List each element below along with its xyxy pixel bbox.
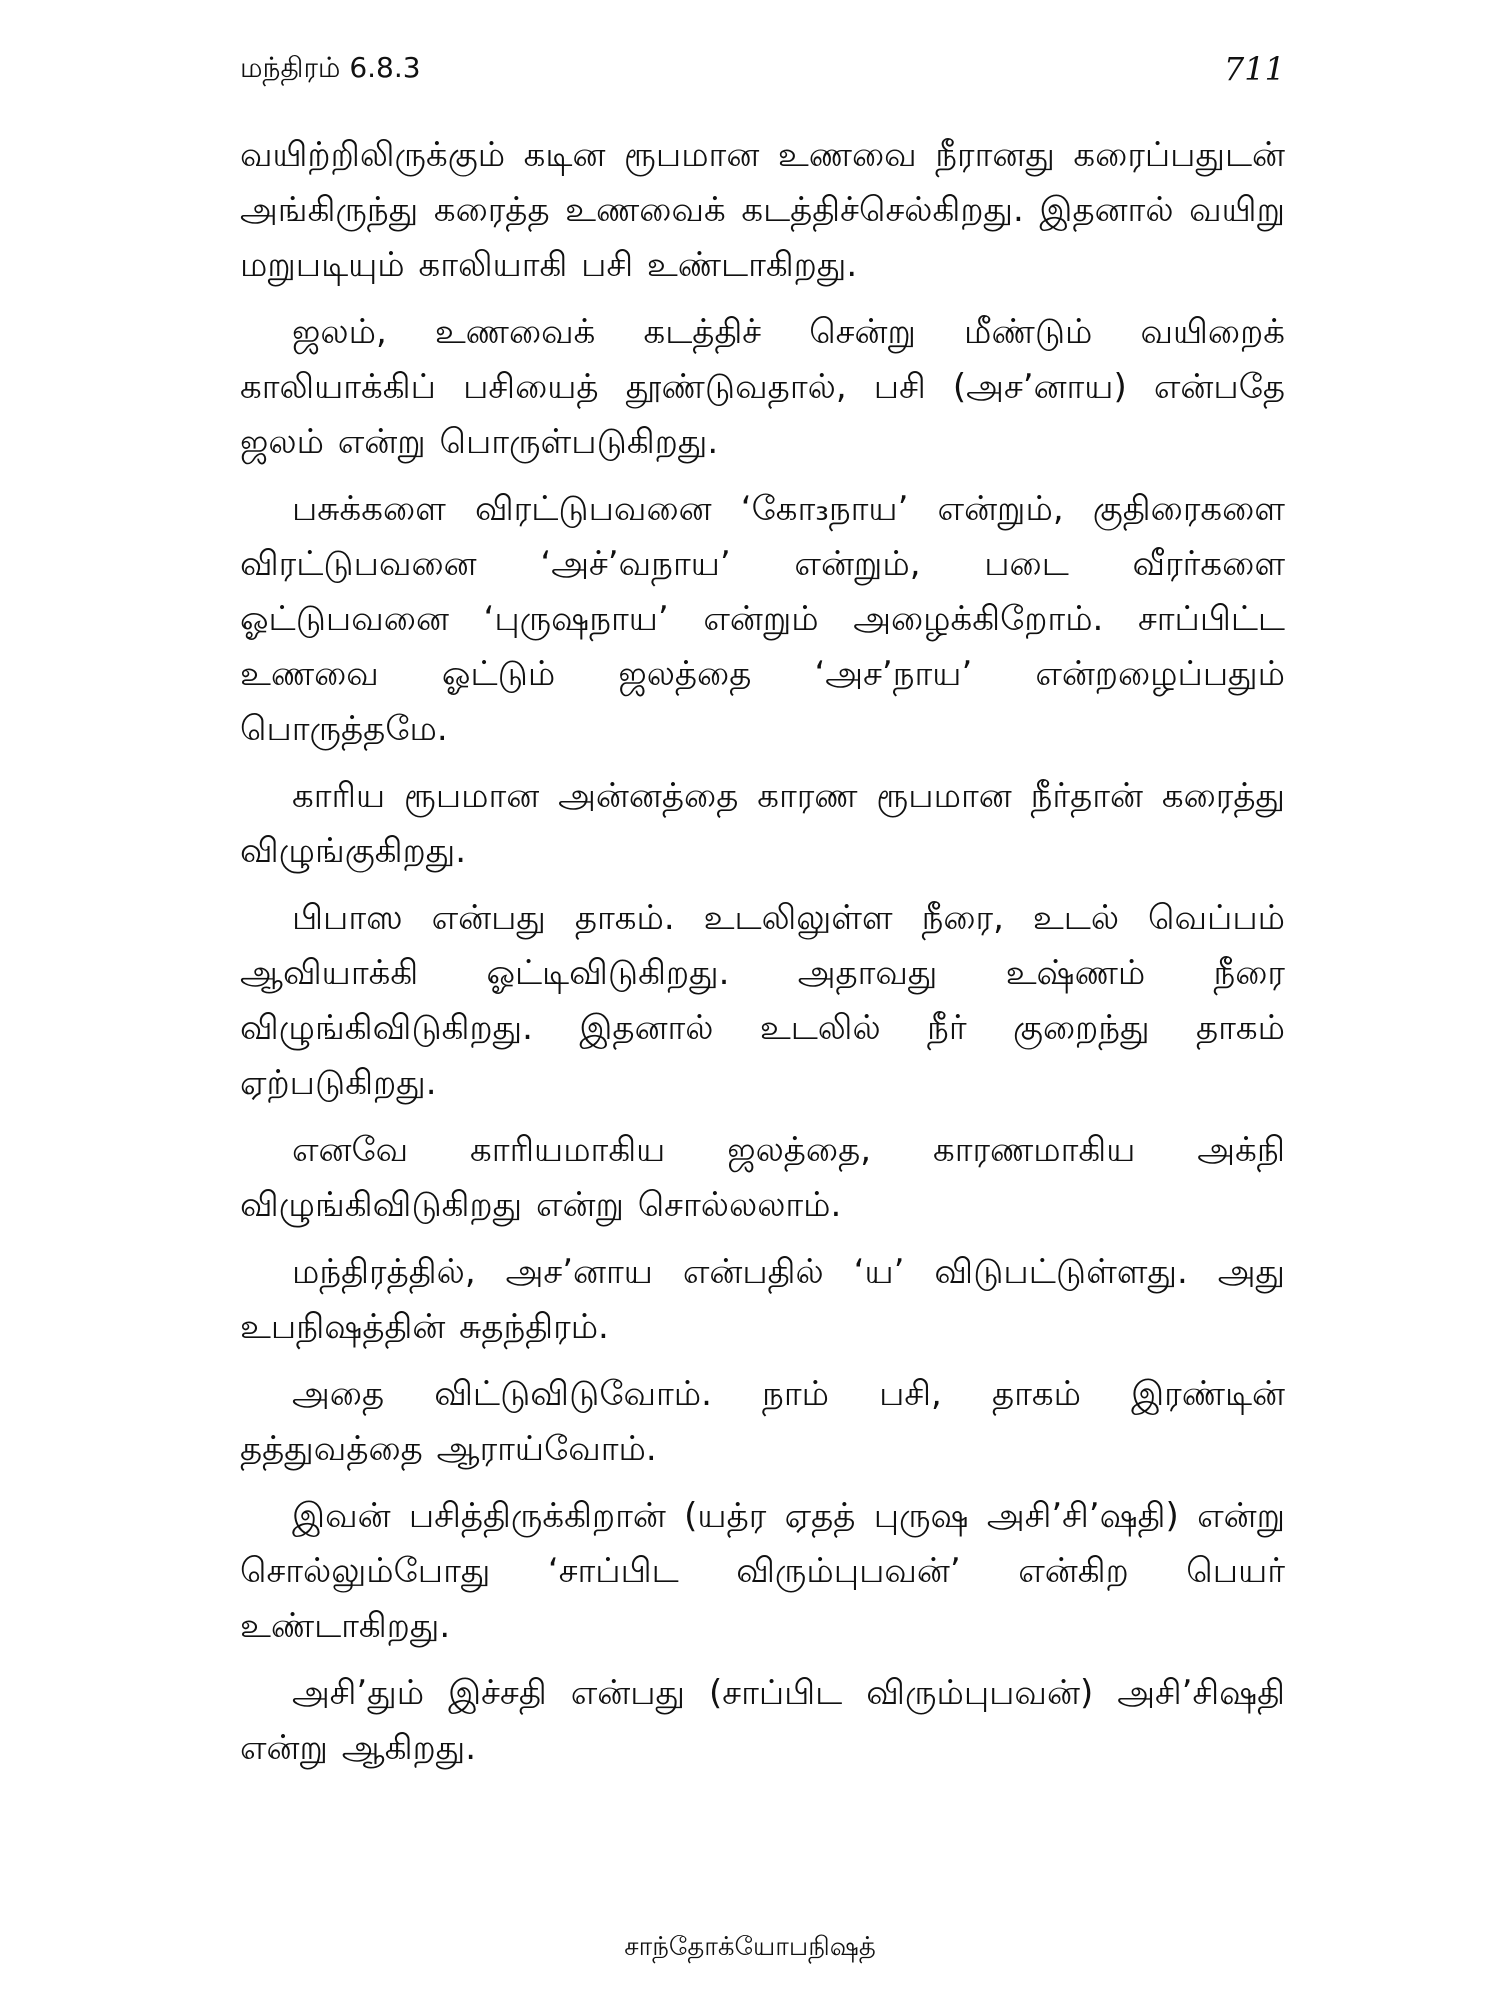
- page-header: [240, 38, 1285, 88]
- paragraph-1: வயிற்றிலிருக்கும் கடின ரூபமான உணவை நீரானது கரைப்பதுடன் அங்கிருந்து கரைத்த உணவைக் கடத்திச்செல்கிறது. இதனால் வயிறு மறுபடியும் காலியாகி பசி உண்டாகிறது.: [240, 135, 1285, 285]
- page-number: 711: [1223, 50, 1285, 88]
- paragraph-6: எனவே காரியமாகிய ஜலத்தை, காரணமாகிய அக்நி விழுங்கிவிடுகிறது என்று சொல்லலாம்.: [240, 1130, 1285, 1225]
- paragraph-5: பிபாஸ என்பது தாகம். உடலிலுள்ள நீரை, உடல் வெப்பம் ஆவியாக்கி ஓட்டிவிடுகிறது. அதாவது உஷ்ணம் நீரை விழுங்கிவிடுகிறது. இதனால் உடலில் நீர் குறைந்து தாகம் ஏற்படுகிறது.: [240, 898, 1285, 1103]
- paragraph-2: ஜலம், உணவைக் கடத்திச் சென்று மீண்டும் வயிறைக் காலியாக்கிப் பசியைத் தூண்டுவதால், பசி (அச’னாய) என்பதே ஜலம் என்று பொருள்படுகிறது.: [240, 312, 1285, 462]
- paragraph-8: அதை விட்டுவிடுவோம். நாம் பசி, தாகம் இரண்டின் தத்துவத்தை ஆராய்வோம்.: [240, 1374, 1285, 1469]
- paragraph-9: இவன் பசித்திருக்கிறான் (யத்ர ஏதத் புருஷ அசி’சி’ஷதி) என்று சொல்லும்போது ‘சாப்பிட விரும்புபவன்’ என்கிற பெயர் உண்டாகிறது.: [240, 1496, 1285, 1646]
- paragraph-3: பசுக்களை விரட்டுபவனை ‘கோ₃நாய’ என்றும், குதிரைகளை விரட்டுபவனை ‘அச்’வநாய’ என்றும், படை வீரர்களை ஓட்டுபவனை ‘புருஷநாய’ என்றும் அழைக்கிறோம். சாப்பிட்ட உணவை ஓட்டும் ஜலத்தை ‘அச’நாய’ என்றழைப்பதும் பொருத்தமே.: [240, 489, 1285, 749]
- body-text: [240, 128, 1285, 1788]
- running-head: மந்திரம் 6.8.3: [240, 51, 421, 84]
- paragraph-7: மந்திரத்தில், அச’னாய என்பதில் ‘ய’ விடுபட்டுள்ளது. அது உபநிஷத்தின் சுதந்திரம்.: [240, 1252, 1285, 1347]
- paragraph-4: காரிய ரூபமான அன்னத்தை காரண ரூபமான நீர்தான் கரைத்து விழுங்குகிறது.: [240, 776, 1285, 871]
- page-footer: சாந்தோக்யோபநிஷத்: [624, 1932, 876, 1962]
- paragraph-10: அசி’தும் இச்சதி என்பது (சாப்பிட விரும்புபவன்) அசி’சிஷதி என்று ஆகிறது.: [240, 1673, 1285, 1768]
